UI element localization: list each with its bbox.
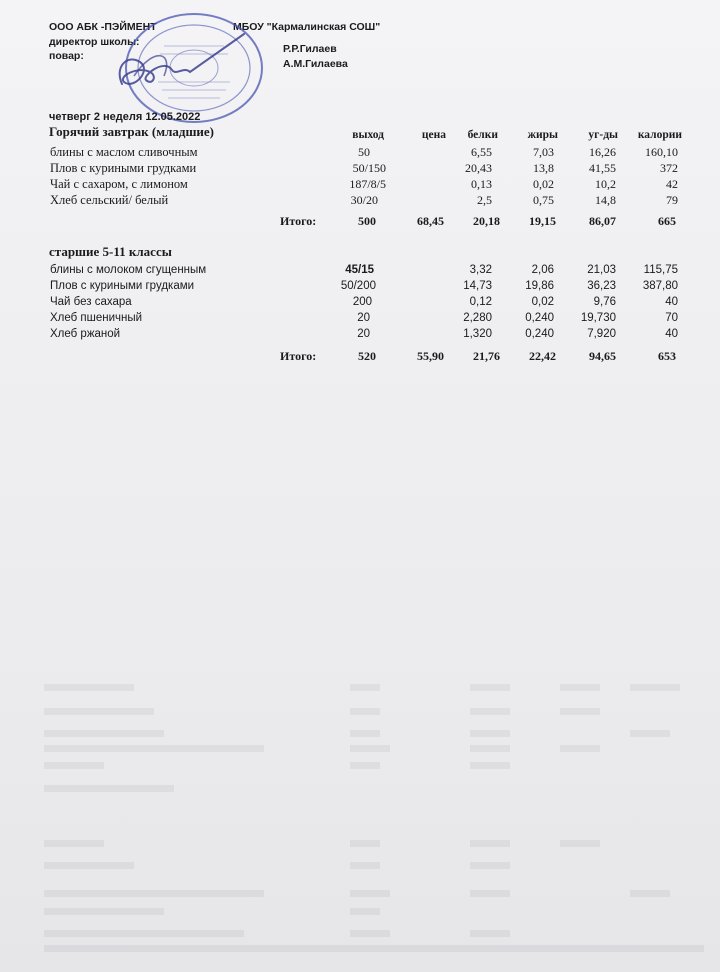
total-kal: 665 xyxy=(658,214,676,228)
cell-zhiry: 0,02 xyxy=(533,177,554,191)
cell-kal: 115,75 xyxy=(643,264,678,276)
cell-kal: 372 xyxy=(660,161,678,175)
cell-zhiry: 0,240 xyxy=(525,328,554,340)
dish-name: Чай без сахара xyxy=(50,296,132,308)
table-row xyxy=(0,296,720,312)
dish-name: Хлеб ржаной xyxy=(50,328,121,340)
total-cena: 55,90 xyxy=(417,349,444,363)
school-stamp-icon xyxy=(94,6,266,124)
cell-belki: 6,55 xyxy=(471,145,492,159)
dish-name: Чай с сахаром, с лимоном xyxy=(50,177,188,191)
cell-ugdy: 14,8 xyxy=(595,193,616,207)
table-row xyxy=(0,145,720,161)
cell-vyhod: 20 xyxy=(357,312,370,324)
dish-name: Плов с куриными грудками xyxy=(50,161,197,175)
col-belki: белки xyxy=(467,129,498,141)
col-cena: цена xyxy=(421,129,446,141)
cell-zhiry: 2,06 xyxy=(531,264,554,276)
cell-kal: 42 xyxy=(666,177,678,191)
cell-vyhod: 187/8/5 xyxy=(349,177,386,191)
cell-belki: 2,5 xyxy=(477,193,492,207)
total-row xyxy=(0,214,720,230)
director-name: Р.Р.Гилаев xyxy=(283,43,337,55)
cell-zhiry: 7,03 xyxy=(533,145,554,159)
total-vyhod: 500 xyxy=(358,214,376,228)
total-label: Итого: xyxy=(280,349,317,363)
section-title-senior: старшие 5-11 классы xyxy=(49,244,172,259)
cell-kal: 70 xyxy=(665,312,678,324)
cell-kal: 160,10 xyxy=(645,145,678,159)
table-row xyxy=(0,312,720,328)
cell-vyhod: 200 xyxy=(352,296,372,308)
cell-ugdy: 7,920 xyxy=(587,328,616,340)
total-belki: 20,18 xyxy=(473,214,500,228)
table-row xyxy=(0,280,720,296)
total-ugdy: 94,65 xyxy=(589,349,616,363)
total-ugdy: 86,07 xyxy=(589,214,616,228)
cell-belki: 3,32 xyxy=(469,264,492,276)
table-row xyxy=(0,161,720,177)
cell-vyhod: 50/150 xyxy=(352,161,386,175)
cell-kal: 40 xyxy=(665,328,678,340)
cell-zhiry: 19,86 xyxy=(525,280,554,292)
total-row xyxy=(0,349,720,365)
total-label: Итого: xyxy=(280,214,317,228)
cell-ugdy: 9,76 xyxy=(593,296,616,308)
total-belki: 21,76 xyxy=(473,349,500,363)
cell-zhiry: 0,240 xyxy=(525,312,554,324)
table-row xyxy=(0,328,720,344)
total-vyhod: 520 xyxy=(358,349,376,363)
dish-name: Плов с куриными грудками xyxy=(50,280,195,292)
cell-belki: 0,13 xyxy=(471,177,492,191)
cell-kal: 40 xyxy=(665,296,678,308)
cell-vyhod: 50 xyxy=(358,145,370,159)
cell-vyhod: 45/15 xyxy=(345,264,374,276)
section-title-junior: Горячий завтрак (младшие) xyxy=(49,124,215,139)
col-kalorii: калории xyxy=(637,129,682,141)
cell-belki: 20,43 xyxy=(465,161,492,175)
dish-name: Хлеб пшеничный xyxy=(50,312,143,324)
date-line: четверг 2 неделя 12.05.2022 xyxy=(49,111,201,123)
cell-zhiry: 0,02 xyxy=(531,296,554,308)
total-zhiry: 19,15 xyxy=(529,214,556,228)
cell-ugdy: 10,2 xyxy=(595,177,616,191)
total-zhiry: 22,42 xyxy=(529,349,556,363)
total-kal: 653 xyxy=(658,349,676,363)
cell-belki: 0,12 xyxy=(469,296,492,308)
director-label: директор школы: xyxy=(49,36,140,48)
cell-ugdy: 36,23 xyxy=(587,280,616,292)
cell-zhiry: 13,8 xyxy=(533,161,554,175)
table-row xyxy=(0,177,720,193)
cell-belki: 1,320 xyxy=(463,328,492,340)
dish-name: Хлеб сельский/ белый xyxy=(50,193,169,207)
cell-ugdy: 21,03 xyxy=(587,264,616,276)
table-row xyxy=(0,193,720,209)
col-ugdy: уг-ды xyxy=(588,129,618,141)
cell-kal: 79 xyxy=(666,193,678,207)
cell-zhiry: 0,75 xyxy=(533,193,554,207)
cell-vyhod: 20 xyxy=(357,328,370,340)
school-name: МБОУ "Кармалинская СОШ" xyxy=(233,21,381,33)
dish-name: блины с маслом сливочным xyxy=(50,145,198,159)
organization-name: ООО АБК -ПЭЙМЕНТ xyxy=(49,21,157,33)
bleed-through-lines xyxy=(0,640,720,972)
table-row xyxy=(0,264,720,280)
cell-vyhod: 30/20 xyxy=(350,193,378,207)
total-cena: 68,45 xyxy=(417,214,444,228)
cell-belki: 2,280 xyxy=(463,312,492,324)
cook-name: А.М.Гилаева xyxy=(283,58,348,70)
cell-ugdy: 16,26 xyxy=(589,145,616,159)
dish-name: блины с молоком сгущенным xyxy=(50,264,207,276)
cell-vyhod: 50/200 xyxy=(340,280,376,292)
cell-ugdy: 41,55 xyxy=(589,161,616,175)
cell-ugdy: 19,730 xyxy=(580,312,616,324)
cell-belki: 14,73 xyxy=(463,280,492,292)
cook-label: повар: xyxy=(49,50,84,62)
cell-kal: 387,80 xyxy=(642,280,678,292)
col-vyhod: выход xyxy=(352,129,384,141)
col-zhiry: жиры xyxy=(527,129,558,141)
